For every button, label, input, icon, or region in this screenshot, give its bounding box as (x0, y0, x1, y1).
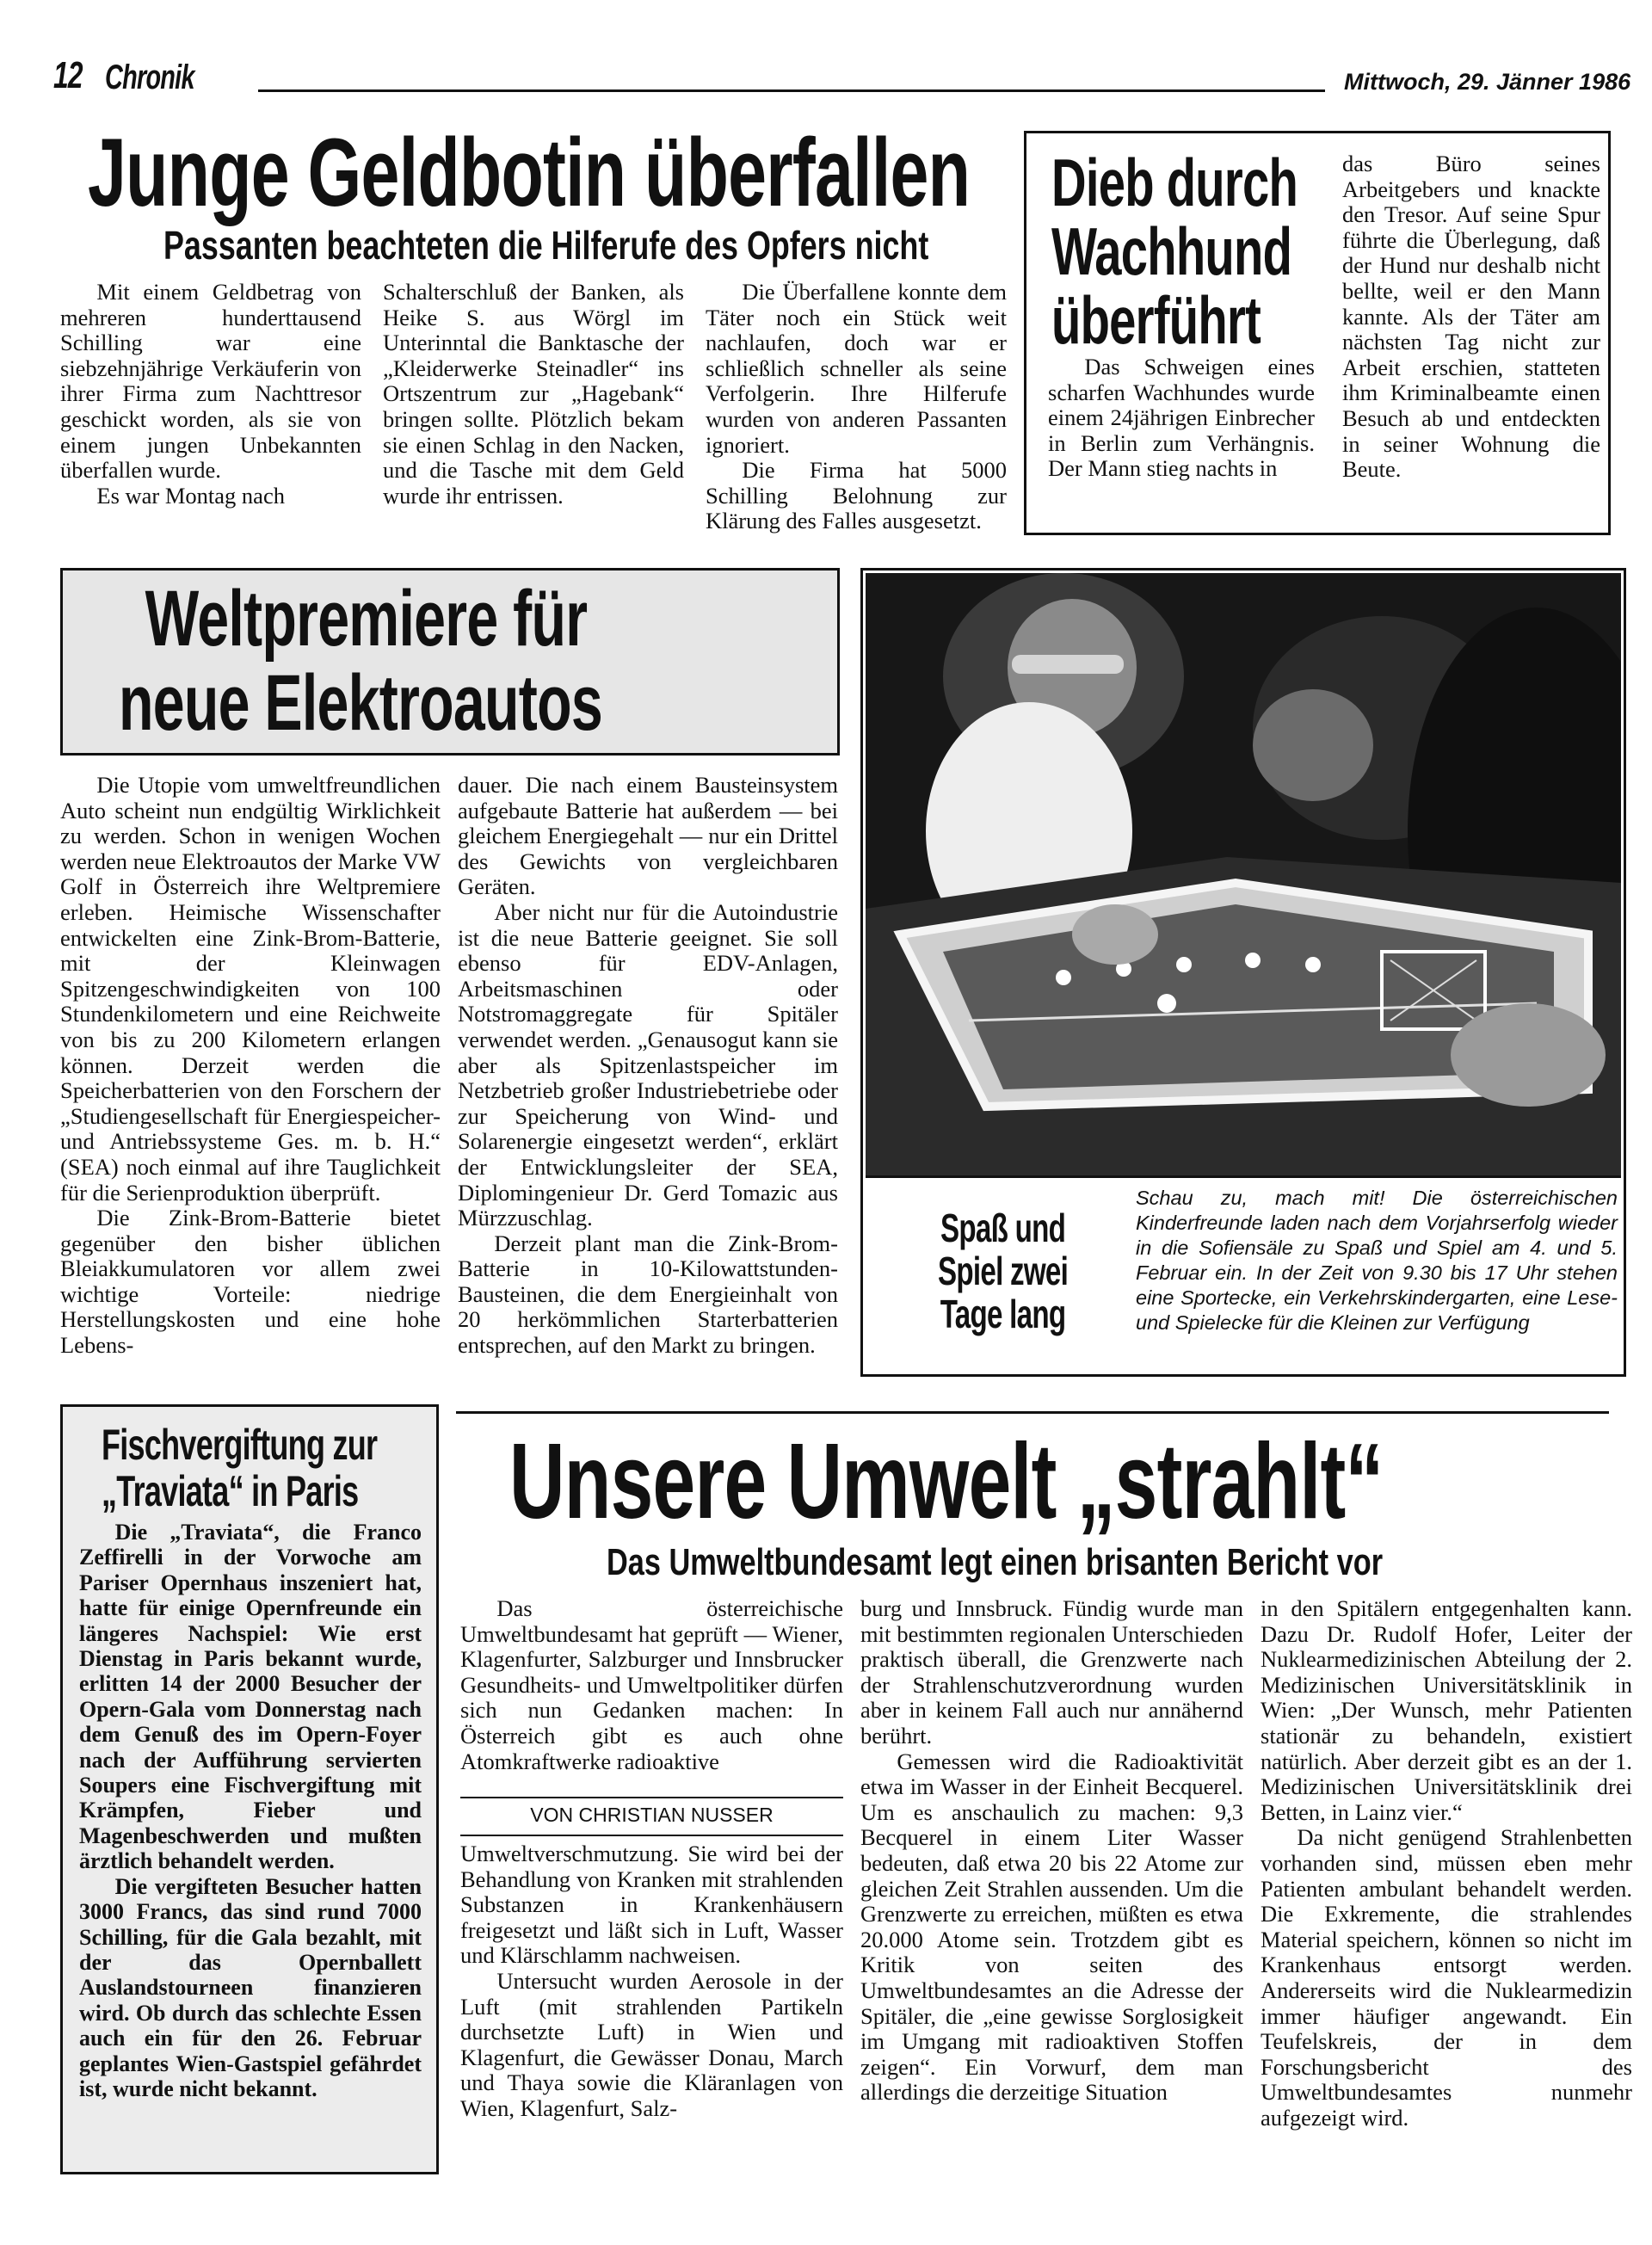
paragraph: Die Überfallene konnte dem Täter noch ein Stück weit nachlaufen, doch war er schließlich schneller als seine Verfolgerin. Ihre Hilferufe wurden von anderen Passanten ignoriert. (706, 279, 1007, 458)
paragraph: Mit einem Geldbetrag von mehreren hunderttausend Schilling war eine siebzehnjährige Verkäuferin von ihrer Firma zum Nachttresor geschickt worden, als sie von einem jungen Unbekannten überfallen wurde. (60, 279, 361, 484)
a2-column-2 (1342, 151, 1600, 483)
paragraph: Derzeit plant man die Zink-Brom-Batterie in 10-Kilowattstunden-Bausteinen, die dem Energieinhalt von 20 herkömmlichen Starterbatterien entsprechen, auf den Markt zu bringen. (458, 1230, 838, 1359)
photo-caption-rule (866, 1175, 1621, 1178)
paragraph: Das österreichische Umweltbundesamt hat geprüft — Wiener, Klagenfurter, Salzburger und Innsbrucker Gesundheits- und Umweltpolitiker dürfen sich nun Gedanken machen: In Österreich gibt es auch ohne Atomkraftwerke radioaktive (460, 1595, 843, 1774)
a5-top-rule (456, 1411, 1609, 1414)
photo-headline-line: Tage lang (940, 1292, 1066, 1336)
a1-headline: Junge Geldbotin überfallen (88, 119, 971, 226)
a1-column-3 (706, 280, 1007, 534)
a3-column-2 (458, 773, 838, 1359)
masthead-rule (258, 89, 1325, 92)
section-name: Chronik (105, 59, 194, 96)
paragraph: das Büro seines Arbeitgebers und knackte den Tresor. Auf seine Spur führte die Überlegung, daß der Hund nur deshalb nicht bellte, weil er den Mann kannte. Als der Täter am nächsten Tag nicht zur Arbeit erschien, statteten ihm Kriminalbeamte einen Besuch ab und entdeckten in seiner Wohnung die Beute. (1342, 151, 1600, 483)
a2-headline-line: Dieb durch (1051, 145, 1298, 220)
paragraph: Untersucht wurden Aerosole in der Luft (mit strahlenden Partikeln durchsetzte Luft) in Wien und Klagenfurt, die Gewässer Donau, March und Thaya sowie die Kläranlagen von Wien, Klagenfurt, Salz- (460, 1967, 843, 2121)
paragraph: Die „Traviata“, die Franco Zeffirelli in der Vorwoche am Pariser Opernhaus inszeniert hat, hatte für einige Opernfreunde ein längeres Nachspiel: Wie erst Dienstag in Paris bekannt wurde, erlitten 14 der 2000 Besucher der Opern-Gala vom Donnerstag nach dem Genuß des im Opern-Foyer nach der Aufführung servierten Soupers eine Fischvergiftung mit Krämpfen, Fieber und Magenbeschwerden und mußten ärztlich behandelt werden. (79, 1520, 422, 1874)
byline-rule-bottom (460, 1835, 843, 1836)
a1-column-2 (383, 280, 684, 509)
paragraph: Umweltverschmutzung. Sie wird bei der Behandlung von Kranken mit strahlenden Substanzen in Krankenhäusern freigesetzt und läßt sich in Luft, Wasser und Klärschlamm nachweisen. (460, 1841, 843, 1969)
a5-column-3 (1261, 1596, 1632, 2131)
a5-column-1b (460, 1841, 843, 2122)
paragraph: Die vergifteten Besucher hatten 3000 Francs, das sind rund 7000 Schilling, für die Gala bezahlt, mit der das Opernballett Auslandstourneen finanzieren wird. Ob durch das schlechte Essen auch ein für den 26. Februar geplantes Wien-Gastspiel gefährdet ist, wurde nicht bekannt. (79, 1873, 422, 2101)
paragraph: in den Spitälern entgegenhalten kann. Dazu Dr. Rudolf Hofer, Leiter der Nuklearmedizinischen Abteilung der 2. Medizinischen Universitätsklinik in Wien: „Der Wunsch, mehr Patienten stationär zu behandeln, existiert natürlich. Aber derzeit gibt es an der 1. Medizinischen Universitätsklinik drei Betten, in Lainz vier.“ (1261, 1595, 1632, 1825)
photo-headline-line: Spiel zwei (938, 1249, 1069, 1293)
byline-rule-top (460, 1797, 843, 1798)
paragraph: Gemessen wird die Radioaktivität etwa im Wasser in der Einheit Becquerel. Um es anschaulich zu machen: 9,3 Becquerel in einem Liter Wasser bedeuten, daß etwa 20 bis 22 Atome zur gleichen Zeit Strahlen aussenden. Um die Grenzwerte zu erreichen, müßten es etwa 20.000 Atome sein. Trotzdem gibt es Kritik von seiten des Umweltbundesamtes an die Adresse der Spitäler, die „eine gewisse Sorglosigkeit im Umgang mit radioaktiven Stoffen zeigen“. Ein Vorwurf, dem man allerdings die derzeitige Situation (860, 1748, 1243, 2106)
a2-column-1 (1048, 355, 1315, 482)
paragraph: Da nicht genügend Strahlenbetten vorhanden sind, müssen eben mehr Patienten ambulant behandelt werden. Die Exkremente, die strahlendes Material speichern, können so nicht im Krankenhaus entsorgt werden. Andererseits wird die Nuklearmedizin immer häufiger angewandt. Ein Teufelskreis, der in dem Forschungsbericht des Umweltbundesamtes nunmehr aufgezeigt wird. (1261, 1824, 1632, 2131)
a5-column-1a (460, 1596, 843, 1774)
paragraph: burg und Innsbruck. Fündig wurde man mit bestimmten regionalen Unterschieden praktisch überall, die Grenzwerte nach der Strahlenschutzverordnung wurden aber in keinem Fall auch nur annähernd berührt. (860, 1595, 1243, 1749)
paragraph: Es war Montag nach (96, 482, 285, 509)
a3-column-1 (60, 773, 441, 1359)
paragraph: Das Schweigen eines scharfen Wachhundes wurde einem 24jährigen Einbrecher in Berlin zum Verhängnis. Der Mann stieg nachts in (1048, 354, 1315, 482)
a2-headline-line: überführt (1051, 282, 1261, 358)
a2-headline (1051, 145, 1298, 358)
a3-headline (119, 577, 602, 745)
paragraph: dauer. Die nach einem Bausteinsystem aufgebaute Batterie hat außerdem — bei gleichem Energiegehalt — nur ein Drittel des Gewichts von vergleichbaren Geräten. (458, 772, 838, 900)
paragraph: Aber nicht nur für die Autoindustrie ist die neue Batterie geeignet. Sie soll ebenso für EDV-Anlagen, Arbeitsmaschinen oder Notstromaggregate für Spitäler verwendet werden. „Genausogut kann sie aber als Spitzenlastspeicher im Netzbetrieb großer Industriebetriebe oder zur Speicherung von Wind- und Solarenergie eingesetzt werden“, erklärt der Entwicklungsleiter der SEA, Diplomingenieur Dr. Gerd Tomazic aus Mürzzuschlag. (458, 898, 838, 1231)
a5-headline: Unsere Umwelt „strahlt“ (509, 1422, 1384, 1541)
paragraph: Die Firma hat 5000 Schilling Belohnung zur Klärung des Falles ausgesetzt. (706, 457, 1007, 534)
paragraph: Die Zink-Brom-Batterie bietet gegenüber den bisher üblichen Bleiakkumulatoren vor allem zwei wichtige Vorteile: niedrige Herstellungskosten und eine hohe Lebens- (60, 1205, 441, 1359)
a4-body (79, 1520, 422, 2101)
a4-headline (102, 1422, 377, 1514)
a4-headline-line: „Traviata“ in Paris (102, 1467, 359, 1515)
a1-subhead: Passanten beachteten die Hilferufe des Opfers nicht (163, 223, 929, 268)
a5-column-2 (860, 1596, 1243, 2106)
a3-headline-line: neue Elektroautos (119, 659, 602, 747)
a4-headline-line: Fischvergiftung zur (102, 1421, 378, 1469)
a5-byline: VON CHRISTIAN NUSSER (530, 1804, 774, 1826)
page-number: 12 (53, 54, 83, 96)
issue-date: Mittwoch, 29. Jänner 1986 (1344, 69, 1631, 95)
a3-headline-line: Weltpremiere für (145, 575, 588, 663)
photo-illustration (866, 573, 1621, 1175)
photo-headline (938, 1206, 1068, 1335)
a2-headline-line: Wachhund (1051, 213, 1292, 289)
a1-column-1 (60, 280, 361, 509)
photo-headline-line: Spaß und (940, 1206, 1066, 1250)
paragraph: Schalterschluß der Banken, als Heike S. aus Wörgl im Unterinntal die Banktasche der „Kleiderwerke Steinadler“ ins Ortszentrum zur „Hagebank“ bringen sollte. Plötzlich bekam sie einen Schlag in den Nacken, und die Tasche mit dem Geld wurde ihr entrissen. (383, 279, 684, 509)
paragraph: Die Utopie vom umweltfreundlichen Auto scheint nun endgültig Wirklichkeit zu werden. Schon in wenigen Wochen werden neue Elektroautos der Marke VW Golf in Österreich ihre Weltpremiere erleben. Heimische Wissenschafter entwickelten eine Zink-Brom-Batterie, mit der Kleinwagen Spitzengeschwindigkeiten von 100 Stundenkilometern und eine Reichweite von bis zu 200 Kilometern erlangen können. Derzeit werden die Speicherbatterien von den Forschern der „Studiengesellschaft für Energiespeicher- und Antriebssysteme Ges. m. b. H.“ (SEA) noch einmal auf ihre Tauglichkeit für die Serienproduktion überprüft. (60, 772, 441, 1206)
a5-subhead: Das Umweltbundesamt legt einen brisanten Bericht vor (607, 1541, 1384, 1583)
photo-caption: Schau zu, mach mit! Die österreichischen Kinderfreunde laden nach dem Vorjahrserfolg wieder in die Sofiensäle zu Spaß und Spiel am 4. und 5. Februar ein. In der Zeit von 9.30 bis 17 Uhr stehen eine Sportecke, ein Verkehrskindergarten, eine Lese- und Spielecke für die Kleinen zur Verfügung (1136, 1187, 1618, 1334)
photo-table-soccer (866, 573, 1621, 1175)
